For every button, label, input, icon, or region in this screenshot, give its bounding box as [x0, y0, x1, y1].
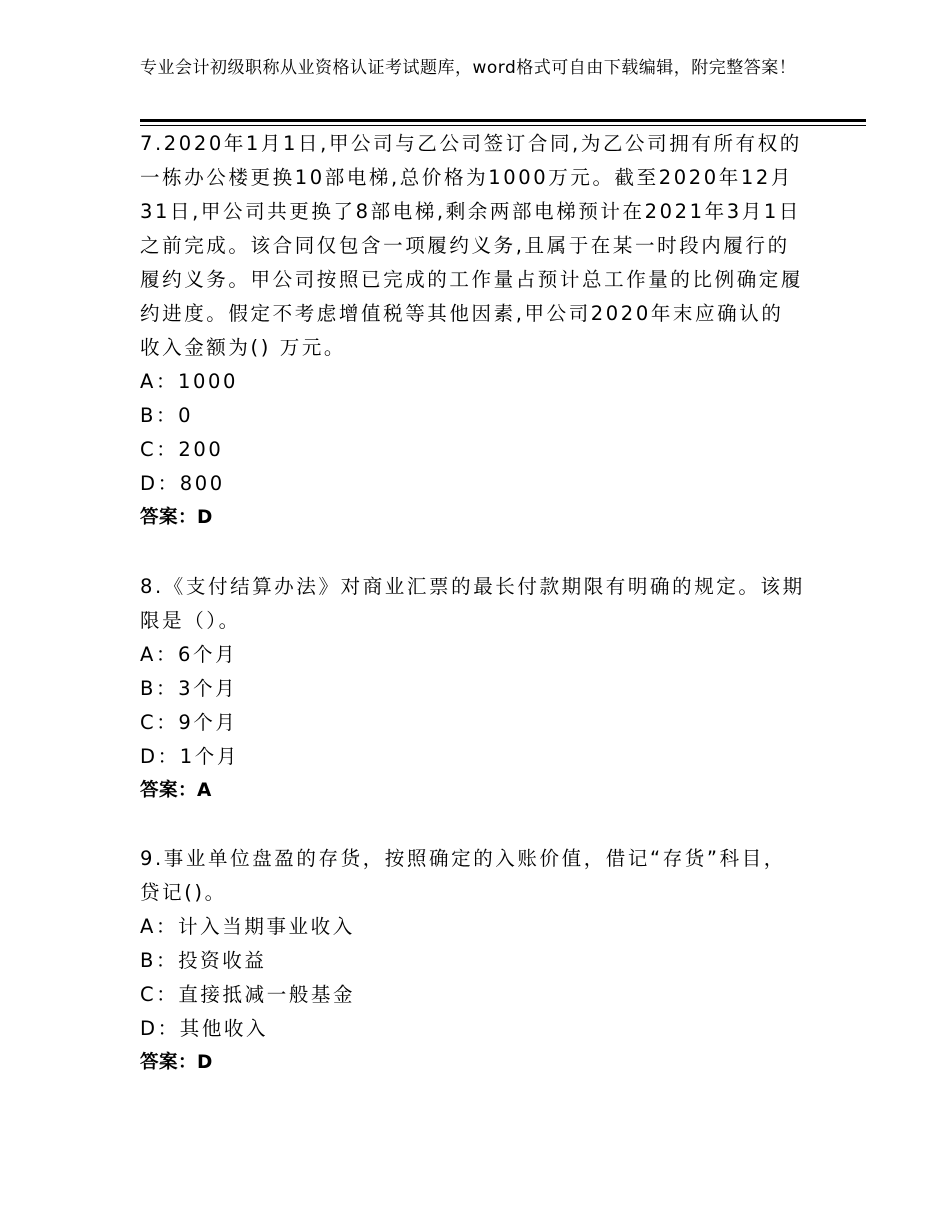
document-header: 专业会计初级职称从业资格认证考试题库，word格式可自由下载编辑，附完整答案！	[140, 58, 797, 78]
option-b: B：0	[140, 404, 194, 427]
option-a: A：计入当期事业收入	[140, 915, 355, 938]
option-c: C：200	[140, 438, 224, 461]
question-7	[140, 127, 805, 535]
option-a: A：1000	[140, 370, 239, 393]
answer-line: 答案：A	[140, 780, 212, 801]
option-d: D：其他收入	[140, 1017, 269, 1040]
option-d: D：800	[140, 472, 225, 495]
option-c: C：9个月	[140, 711, 238, 734]
header-rule-thick	[140, 119, 866, 122]
option-b: B：3个月	[140, 677, 238, 700]
question-8	[140, 570, 805, 808]
question-stem: 9.事业单位盘盈的存货，按照确定的入账价值，借记“存货”科目，贷记()。	[140, 847, 786, 904]
option-d: D：1个月	[140, 745, 239, 768]
question-stem: 8.《支付结算办法》对商业汇票的最长付款期限有明确的规定。该期限是（）。	[140, 575, 805, 632]
option-a: A：6个月	[140, 643, 238, 666]
question-9	[140, 842, 805, 1080]
question-stem: 7.2020年1月1日,甲公司与乙公司签订合同,为乙公司拥有所有权的一栋办公楼更换10部电梯,总价格为1000万元。截至2020年12月31日,甲公司共更换了8部电梯,剩余两部电梯预计在2021年3月1日之前完成。该合同仅包含一项履约义务,且属于在某一时段内履行的履约义务。甲公司按照已完成的工作量占预计总工作量的比例确定履约进度。假定不考虑增值税等其他因素,甲公司2020年末应确认的收入金额为() 万元。	[140, 132, 804, 359]
answer-line: 答案：D	[140, 1052, 213, 1073]
option-c: C：直接抵减一般基金	[140, 983, 356, 1006]
header-rule-thin	[140, 125, 866, 126]
option-b: B：投资收益	[140, 949, 267, 972]
answer-line: 答案：D	[140, 507, 213, 528]
